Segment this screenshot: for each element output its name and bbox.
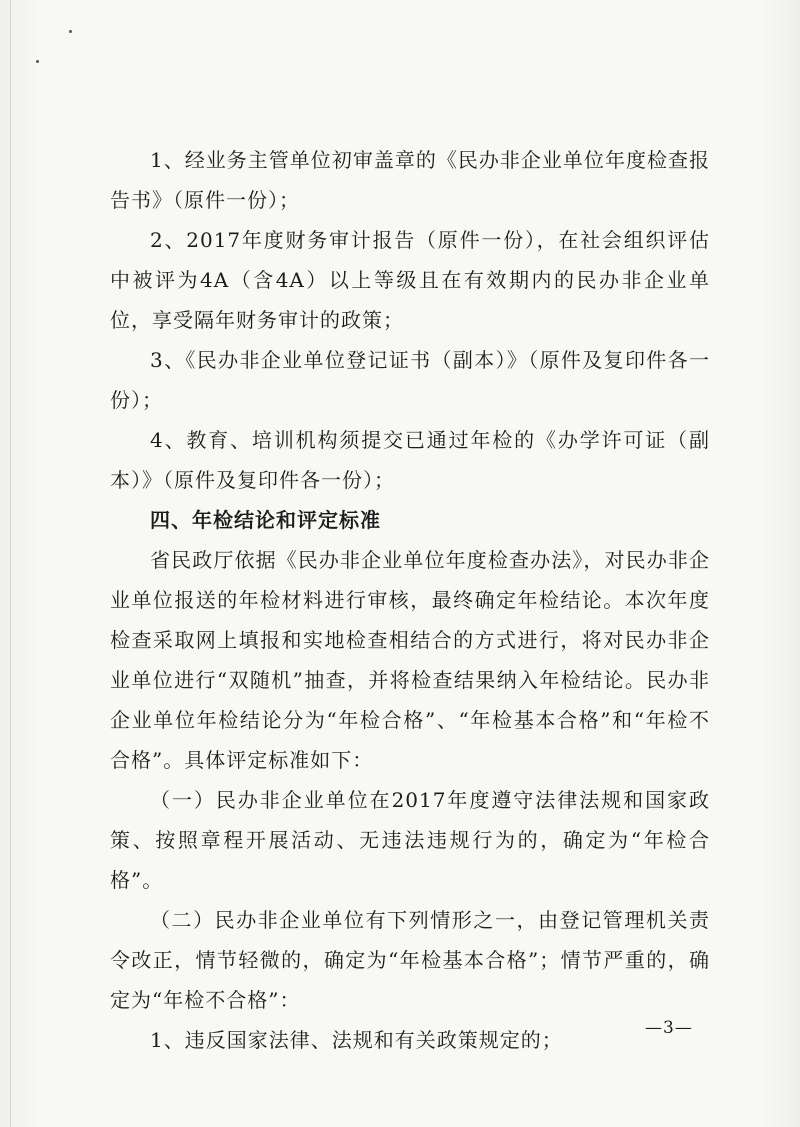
list-item-1: 1、经业务主管单位初审盖章的《民办非企业单位年度检查报告书》（原件一份）； — [110, 148, 710, 212]
body-paragraph-condition-1: 1、违反国家法律、法规和有关政策规定的； — [150, 1028, 563, 1052]
body-paragraph-intro: 省民政厅依据《民办非企业单位年度检查办法》，对民办非企业单位报送的年检材料进行审核，最终确定年检结论。本次年度检查采取网上填报和实地检查相结合的方式进行，将对民办非企业单位进行“双随机”抽查，并将检查结果纳入年检结论。民办非企业单位年检结论分为“年检合格”、“年检基本合格”和“年检不合格”。具体评定标准如下： — [110, 548, 710, 772]
body-paragraph-standard-2: （二）民办非企业单位有下列情形之一，由登记管理机关责令改正，情节轻微的，确定为“年检基本合格”；情节严重的，确定为“年检不合格”： — [110, 908, 710, 1012]
list-item-3: 3、《民办非企业单位登记证书（副本）》（原件及复印件各一份）； — [110, 348, 710, 412]
body-paragraph-standard-1: （一）民办非企业单位在2017年度遵守法律法规和国家政策、按照章程开展活动、无违法违规行为的，确定为“年检合格”。 — [110, 788, 710, 892]
document-body — [110, 140, 710, 1060]
section-heading: 四、年检结论和评定标准 — [150, 508, 381, 532]
scan-speck — [36, 60, 39, 63]
list-item-4: 4、教育、培训机构须提交已通过年检的《办学许可证（副本）》（原件及复印件各一份）； — [110, 428, 710, 492]
page-number: —3— — [645, 1018, 693, 1038]
scan-edge-line — [10, 0, 11, 1127]
list-item-2: 2、2017年度财务审计报告（原件一份），在社会组织评估中被评为4A（含4A）以上等级且在有效期内的民办非企业单位，享受隔年财务审计的政策； — [110, 228, 710, 332]
scan-speck — [69, 30, 72, 33]
